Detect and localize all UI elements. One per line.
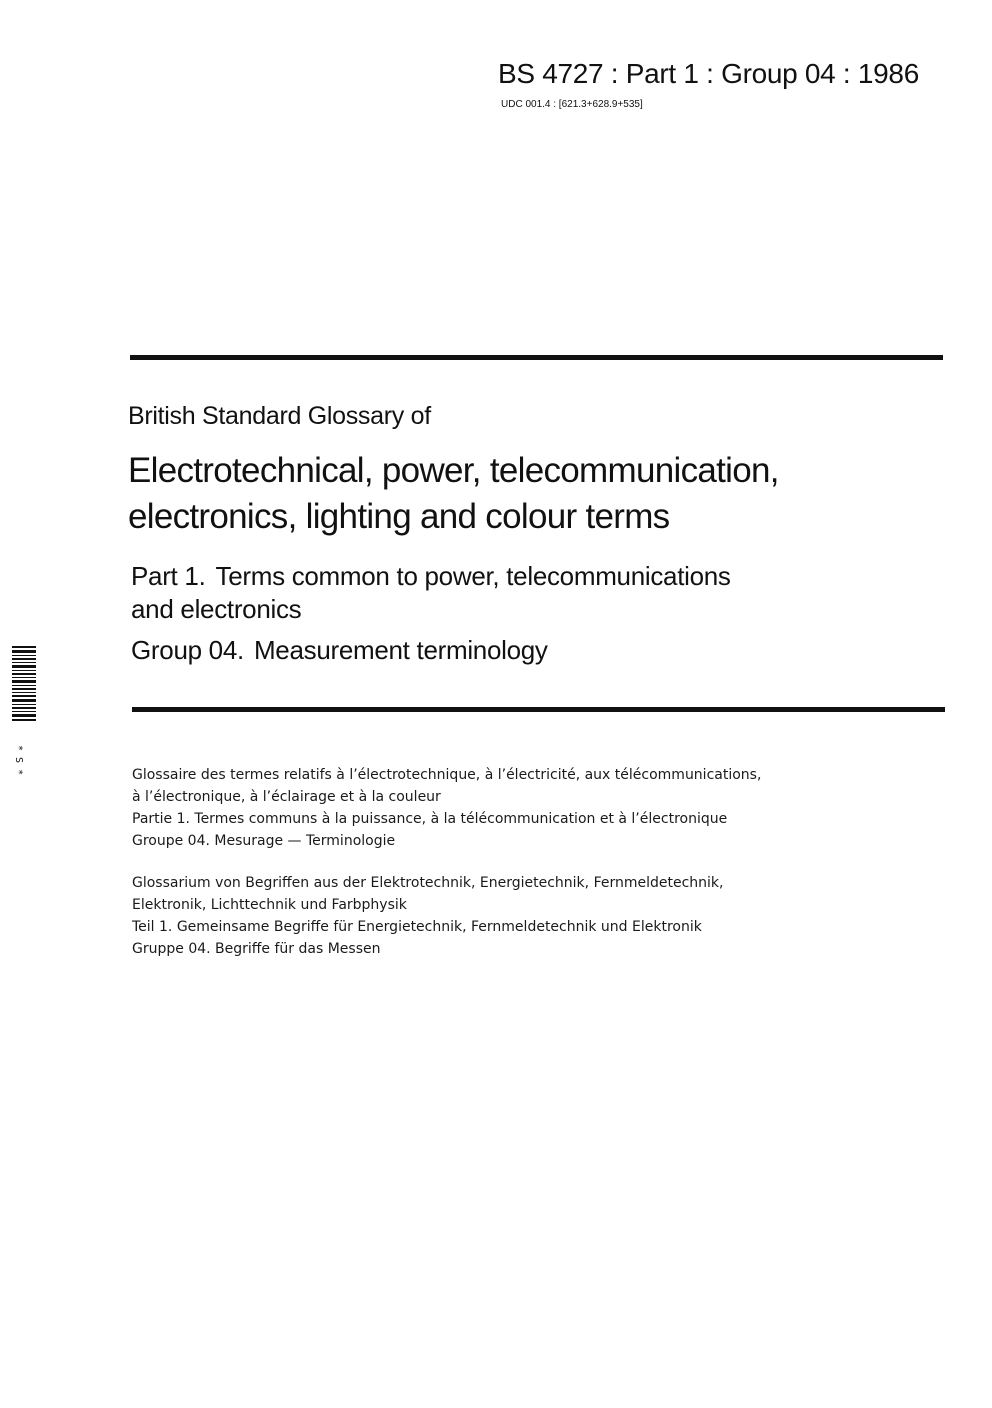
group-text: Measurement terminology — [253, 635, 548, 665]
german-translation — [132, 872, 723, 960]
translation-line: Partie 1. Termes communs à la puissance, à la télécommunication et à l’électronique — [132, 811, 728, 827]
group-label: Group 04. — [131, 635, 244, 665]
standard-number: BS 4727 : Part 1 : Group 04 : 1986 — [498, 58, 919, 89]
translation-line: Groupe 04. Mesurage — Terminologie — [132, 833, 396, 849]
translation-line: à l’électronique, à l’éclairage et à la couleur — [132, 789, 441, 805]
glossary-heading: British Standard Glossary of — [128, 402, 431, 430]
rule-top — [130, 355, 943, 360]
part-title-line: and electronics — [131, 594, 302, 624]
part-text: Terms common to power, telecommunications — [215, 561, 731, 591]
translation-line: Elektronik, Lichttechnik und Farbphysik — [132, 897, 407, 913]
udc-classification: UDC 001.4 : [621.3+628.9+535] — [501, 99, 643, 110]
translation-line: Gruppe 04. Begriffe für das Messen — [132, 941, 381, 957]
translation-line: Glossarium von Begriffen aus der Elektrotechnik, Energietechnik, Fernmeldetechnik, — [132, 875, 724, 891]
translation-line: Teil 1. Gemeinsame Begriffe für Energietechnik, Fernmeldetechnik und Elektronik — [132, 919, 702, 935]
translation-line: Glossaire des termes relatifs à l’électrotechnique, à l’électricité, aux télécommunications, — [132, 767, 762, 783]
group-title — [131, 635, 548, 666]
barcode-icon — [12, 646, 36, 722]
rule-bottom — [132, 707, 945, 712]
part-title-line — [131, 560, 731, 593]
part-label: Part 1. — [131, 561, 206, 591]
margin-mark: * S * — [13, 745, 24, 776]
main-title-line: Electrotechnical, power, telecommunication, — [128, 451, 779, 490]
part-title — [131, 560, 731, 626]
main-title-line: electronics, lighting and colour terms — [128, 497, 670, 536]
french-translation — [132, 764, 761, 852]
main-title — [128, 448, 779, 540]
